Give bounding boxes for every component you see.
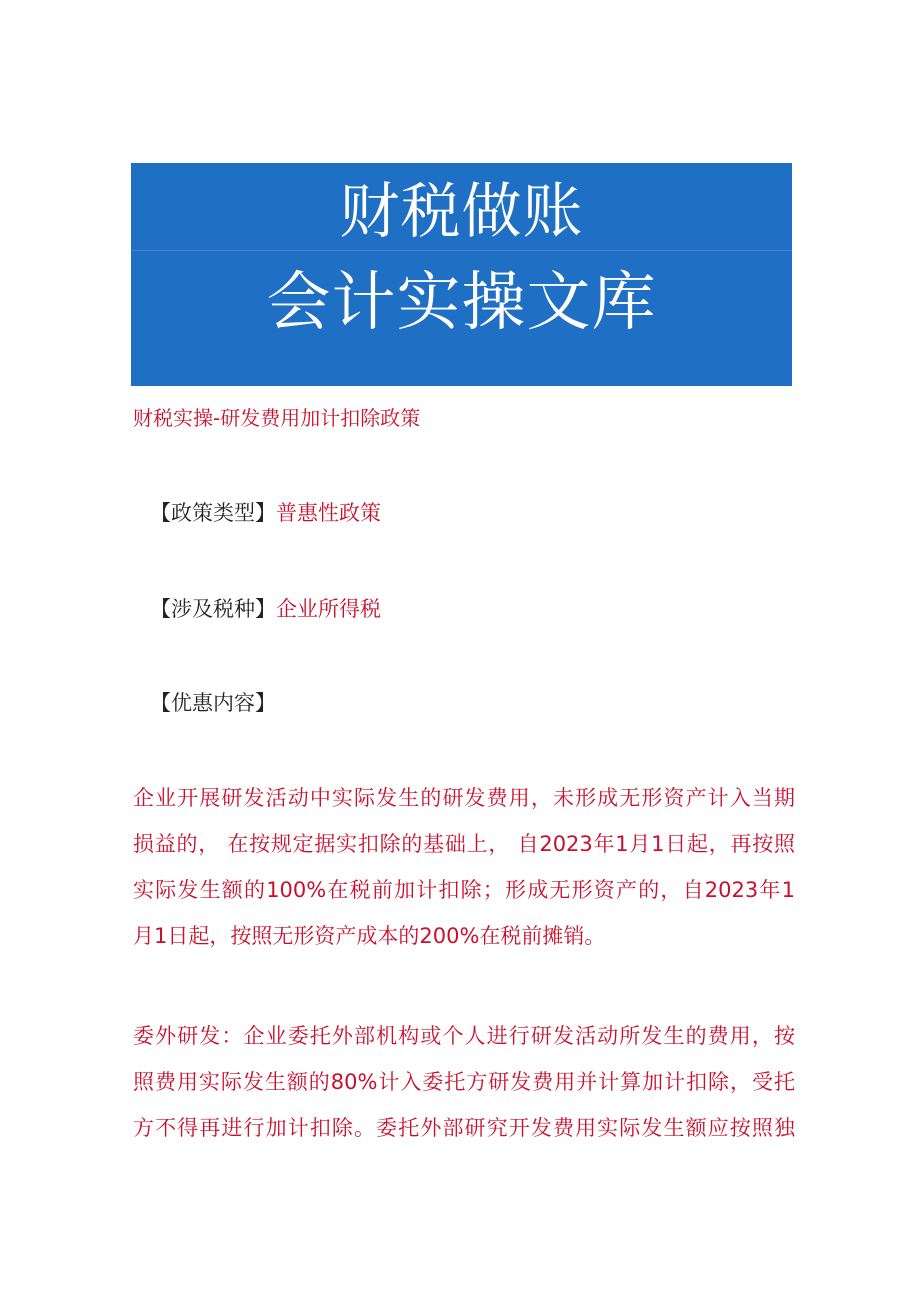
paragraph-line: 损益的， 在按规定据实扣除的基础上， 自2023年1月1日起，再按照 xyxy=(133,832,795,856)
field-label: 【政策类型】 xyxy=(150,501,276,525)
field-tax-type xyxy=(150,594,381,624)
paragraph-line: 委外研发：企业委托外部机构或个人进行研发活动所发生的费用，按 xyxy=(133,1024,795,1048)
document-title: 财税实操-研发费用加计扣除政策 xyxy=(133,406,421,430)
field-policy-type xyxy=(150,498,381,528)
paragraph-line: 实际发生额的100%在税前加计扣除；形成无形资产的，自2023年1 xyxy=(133,878,795,902)
field-label: 【涉及税种】 xyxy=(150,597,276,621)
field-benefit-content xyxy=(150,688,276,718)
field-value: 普惠性政策 xyxy=(276,501,381,525)
field-value: 企业所得税 xyxy=(276,597,381,621)
paragraph-line: 方不得再进行加计扣除。委托外部研究开发费用实际发生额应按照独 xyxy=(133,1116,795,1140)
banner-divider xyxy=(131,250,792,251)
header-banner xyxy=(131,163,792,386)
banner-title-line2: 会计实操文库 xyxy=(266,266,657,340)
paragraph-line: 企业开展研发活动中实际发生的研发费用，未形成无形资产计入当期 xyxy=(133,786,795,810)
banner-title-line1: 财税做账 xyxy=(339,177,584,247)
paragraph-line: 月1日起，按照无形资产成本的200%在税前摊销。 xyxy=(133,924,606,948)
paragraph-rd-deduction xyxy=(133,775,795,959)
paragraph-line: 照费用实际发生额的80%计入委托方研发费用并计算加计扣除，受托 xyxy=(133,1070,795,1094)
paragraph-outsourced-rd xyxy=(133,1013,795,1151)
field-label: 【优惠内容】 xyxy=(150,691,276,715)
